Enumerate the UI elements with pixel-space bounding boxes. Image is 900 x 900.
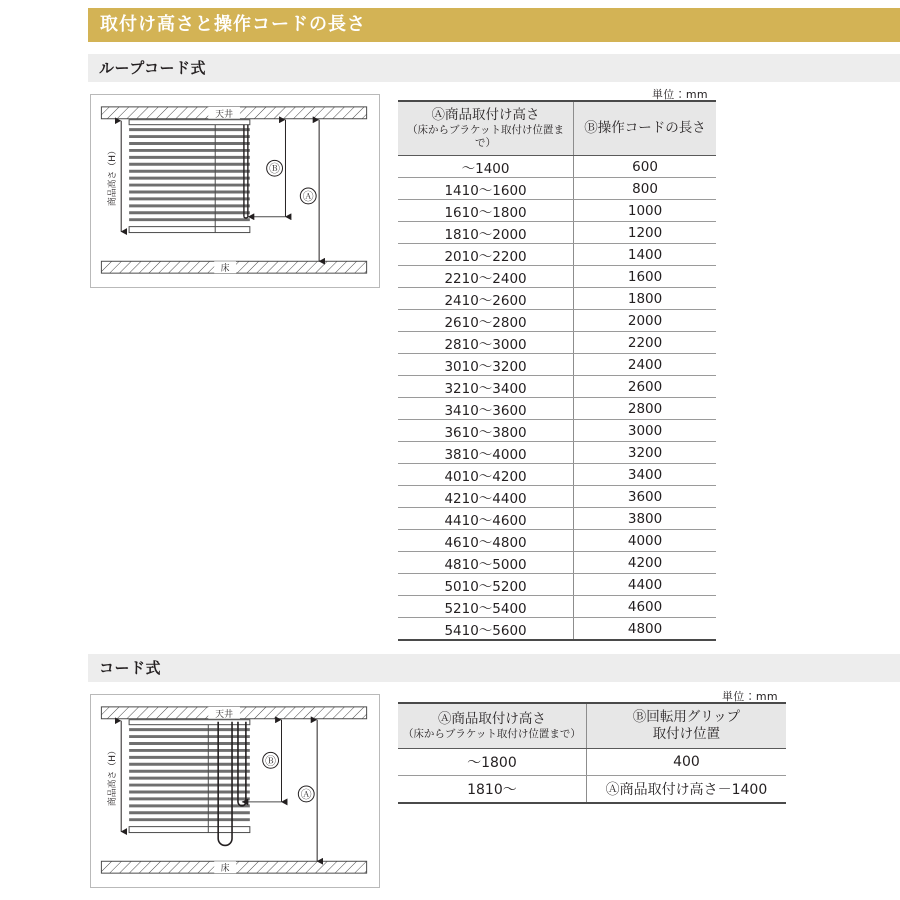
- cell-cord-length: 2800: [574, 398, 716, 420]
- cell-install-height: 〜1400: [398, 156, 574, 178]
- column-header-grip-position-sub: 取付け位置: [652, 725, 721, 742]
- table-loop-cord-header-row: [398, 101, 716, 156]
- diagram-loop-floor-label: 床: [220, 264, 230, 275]
- table-row: [398, 618, 716, 641]
- section-heading-cord-label: コード式: [99, 658, 162, 677]
- section-heading-loop-cord-label: ループコード式: [99, 58, 207, 77]
- table-row: [398, 244, 716, 266]
- section-heading-loop-cord: [88, 54, 900, 82]
- cell-cord-length: 3200: [574, 442, 716, 464]
- table-loop-cord-body: [398, 156, 716, 641]
- cell-cord-length: 1800: [574, 288, 716, 310]
- column-header-install-height-cord: [398, 703, 586, 748]
- cell-install-height: 1810〜: [398, 775, 586, 803]
- column-header-install-height-main: Ⓐ商品取付け高さ: [431, 107, 540, 123]
- cell-cord-length: 1000: [574, 200, 716, 222]
- cell-install-height: 5210〜5400: [398, 596, 574, 618]
- table-row: [398, 288, 716, 310]
- diagram-cord-floor-label: 床: [220, 864, 230, 875]
- cell-install-height: 3210〜3400: [398, 376, 574, 398]
- cell-install-height: 1410〜1600: [398, 178, 574, 200]
- cell-cord-length: 2200: [574, 332, 716, 354]
- cell-cord-length: 2400: [574, 354, 716, 376]
- cell-install-height: 4010〜4200: [398, 464, 574, 486]
- cell-install-height: 5010〜5200: [398, 574, 574, 596]
- cell-install-height: 1810〜2000: [398, 222, 574, 244]
- cell-cord-length: 1600: [574, 266, 716, 288]
- cell-install-height: 2810〜3000: [398, 332, 574, 354]
- table-row: [398, 530, 716, 552]
- cell-cord-length: 1200: [574, 222, 716, 244]
- table-row: [398, 596, 716, 618]
- diagram-cord-height-label: 商品高さ（H）: [108, 746, 119, 807]
- column-header-grip-position-main: Ⓑ回転用グリップ: [632, 709, 741, 725]
- cell-cord-length: 2600: [574, 376, 716, 398]
- cell-cord-length: 800: [574, 178, 716, 200]
- diagram-cord-dimension-b-label: Ⓑ: [265, 754, 277, 768]
- table-row: [398, 222, 716, 244]
- table-row: [398, 748, 786, 775]
- cell-install-height: 4410〜4600: [398, 508, 574, 530]
- table-cord-header-row: [398, 703, 786, 748]
- diagram-loop-ceiling-label: 天井: [215, 109, 234, 120]
- diagram-loop-dimension-a-label: Ⓐ: [302, 189, 314, 203]
- column-header-cord-length-main: Ⓑ操作コードの長さ: [584, 120, 706, 137]
- cell-install-height: 3010〜3200: [398, 354, 574, 376]
- cell-install-height: 3610〜3800: [398, 420, 574, 442]
- cell-install-height: 2010〜2200: [398, 244, 574, 266]
- table-row: [398, 178, 716, 200]
- table-row: [398, 398, 716, 420]
- cell-install-height: 3810〜4000: [398, 442, 574, 464]
- cell-install-height: 2610〜2800: [398, 310, 574, 332]
- cell-cord-length: 4800: [574, 618, 716, 641]
- diagram-cord: [90, 694, 380, 888]
- table-row: [398, 310, 716, 332]
- table-row: [398, 332, 716, 354]
- column-header-install-height-cord-sub: （床からブラケット取付け位置まで）: [402, 727, 581, 740]
- page-title-bar: [88, 8, 900, 42]
- cell-install-height: 5410〜5600: [398, 618, 574, 641]
- table-row: [398, 486, 716, 508]
- unit-label-loop-cord: 単位：mm: [652, 88, 708, 101]
- column-header-install-height-sub: （床からブラケット取付け位置まで）: [407, 123, 565, 149]
- cell-install-height: 4210〜4400: [398, 486, 574, 508]
- cell-cord-length: 4200: [574, 552, 716, 574]
- cell-install-height: 2210〜2400: [398, 266, 574, 288]
- page-title: 取付け高さと操作コードの長さ: [100, 14, 366, 35]
- cell-install-height: 〜1800: [398, 748, 586, 775]
- cell-cord-length: 600: [574, 156, 716, 178]
- diagram-loop-height-label: 商品高さ（H）: [108, 146, 119, 207]
- table-row: [398, 775, 786, 803]
- table-row: [398, 574, 716, 596]
- table-cord-body: [398, 748, 786, 803]
- table-cord: [398, 702, 786, 804]
- section-heading-cord: [88, 654, 900, 682]
- cell-install-height: 3410〜3600: [398, 398, 574, 420]
- table-row: [398, 508, 716, 530]
- column-header-install-height-cord-main: Ⓐ商品取付け高さ: [437, 710, 546, 727]
- unit-label-cord: 単位：mm: [722, 690, 778, 703]
- table-row: [398, 200, 716, 222]
- cell-cord-length: 4400: [574, 574, 716, 596]
- diagram-loop-dimension-b-label: Ⓑ: [269, 162, 281, 176]
- cell-cord-length: 4600: [574, 596, 716, 618]
- cell-cord-length: 3600: [574, 486, 716, 508]
- diagram-loop-cord: [90, 94, 380, 288]
- column-header-install-height: [398, 101, 574, 156]
- table-row: [398, 420, 716, 442]
- column-header-grip-position: [586, 703, 786, 748]
- diagram-cord-ceiling-label: 天井: [215, 709, 234, 720]
- cell-cord-length: 2000: [574, 310, 716, 332]
- cell-cord-length: Ⓐ商品取付け高さ－1400: [586, 775, 786, 803]
- cell-cord-length: 3400: [574, 464, 716, 486]
- table-row: [398, 464, 716, 486]
- cell-install-height: 1610〜1800: [398, 200, 574, 222]
- cell-cord-length: 4000: [574, 530, 716, 552]
- cell-cord-length: 1400: [574, 244, 716, 266]
- cell-install-height: 4610〜4800: [398, 530, 574, 552]
- cell-install-height: 2410〜2600: [398, 288, 574, 310]
- table-row: [398, 442, 716, 464]
- diagram-cord-dimension-a-label: Ⓐ: [300, 787, 312, 801]
- table-row: [398, 354, 716, 376]
- cell-install-height: 4810〜5000: [398, 552, 574, 574]
- table-loop-cord: [398, 100, 716, 641]
- table-row: [398, 266, 716, 288]
- cell-cord-length: 3800: [574, 508, 716, 530]
- table-row: [398, 376, 716, 398]
- table-row: [398, 156, 716, 178]
- cell-cord-length: 400: [586, 748, 786, 775]
- table-row: [398, 552, 716, 574]
- cell-cord-length: 3000: [574, 420, 716, 442]
- column-header-cord-length: [574, 101, 716, 156]
